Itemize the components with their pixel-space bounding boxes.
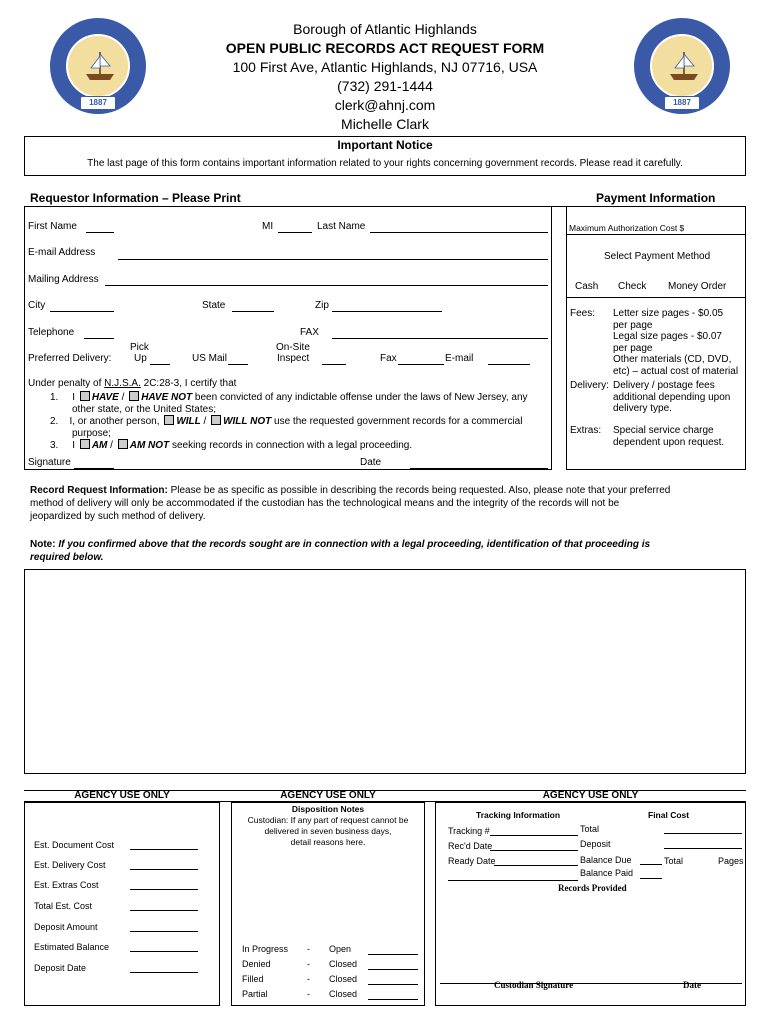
notice-title: Important Notice	[337, 138, 433, 152]
pages-label: Pages	[718, 856, 744, 866]
delivery-line: Delivery / postage fees	[613, 380, 715, 391]
slash: /	[121, 392, 125, 403]
us-mail-field[interactable]	[228, 364, 248, 365]
legal-note	[30, 538, 742, 564]
city-field[interactable]	[50, 311, 114, 312]
certify-item-2	[50, 415, 522, 427]
email-option-label: E-mail	[445, 353, 474, 364]
agency-cost-field[interactable]	[130, 972, 198, 973]
item-i: I	[72, 392, 76, 403]
status-dash: -	[307, 989, 310, 999]
city-label: City	[28, 300, 46, 311]
item-number: 3.	[50, 440, 59, 451]
mi-label: MI	[262, 221, 274, 232]
item-2-pre: I, or another person,	[69, 416, 160, 427]
extras-text	[613, 425, 724, 448]
will-not-label: WILL NOT	[223, 416, 272, 427]
disposition-text: detail reasons here.	[290, 837, 366, 847]
fax-field[interactable]	[332, 338, 548, 339]
agency-cost-field[interactable]	[130, 889, 198, 890]
delivery-line: additional depending upon	[613, 391, 731, 403]
final-cost-field[interactable]	[664, 833, 742, 834]
fee-line: Legal size pages - $0.07	[613, 331, 722, 342]
have-not-label: HAVE NOT	[141, 392, 193, 403]
org-name: Borough of Atlantic Highlands	[293, 21, 477, 37]
date-field[interactable]	[410, 468, 548, 469]
extras-line: Special service charge	[613, 425, 714, 436]
max-auth-field[interactable]	[566, 234, 746, 235]
agency-cost-field[interactable]	[130, 931, 198, 932]
status-field[interactable]	[368, 969, 418, 970]
select-method-label: Select Payment Method	[604, 251, 711, 262]
tracking-info-title: Tracking Information	[476, 810, 561, 820]
inspect-field[interactable]	[322, 364, 346, 365]
agency-cost-label: Est. Document Cost	[34, 840, 115, 850]
status-value: Closed	[329, 989, 358, 999]
max-auth-label: Maximum Authorization Cost $	[569, 223, 685, 233]
telephone-label: Telephone	[28, 327, 75, 338]
agency-left-title: AGENCY USE ONLY	[74, 790, 170, 801]
am-not-label: AM NOT	[129, 440, 170, 451]
penalty-pre: Under penalty of	[28, 378, 105, 389]
certify-item-1	[50, 391, 528, 403]
requestor-title: Requestor Information – Please Print	[30, 191, 241, 205]
custodian-signature-label: Custodian Signature	[494, 980, 574, 990]
delivery-label: Delivery:	[570, 380, 609, 391]
will-label: WILL	[176, 416, 201, 427]
agency-cost-field[interactable]	[130, 951, 198, 952]
first-name-field[interactable]	[86, 232, 114, 233]
last-name-field[interactable]	[370, 232, 548, 233]
disposition-text: delivered in seven business days,	[264, 826, 392, 836]
status-dash: -	[307, 959, 310, 969]
deposit-field[interactable]	[664, 848, 742, 849]
payment-divider	[566, 297, 746, 298]
fee-line: Letter size pages - $0.05	[613, 308, 724, 319]
seal-year: 1887	[664, 96, 700, 110]
agency-cost-label: Est. Delivery Cost	[34, 860, 106, 870]
am-not-checkbox[interactable]	[118, 439, 128, 449]
date-label: Date	[360, 457, 382, 468]
delivery-text	[613, 380, 730, 415]
status-field[interactable]	[368, 984, 418, 985]
telephone-field[interactable]	[84, 338, 114, 339]
recd-date-label: Rec'd Date	[448, 841, 493, 851]
record-request-text: method of delivery will only be accommodated if the custodian has the technological means and the integrity of the records will not be	[30, 498, 620, 509]
penalty-text	[28, 378, 236, 389]
ready-date-label: Ready Date	[448, 856, 496, 866]
tracking-field[interactable]	[490, 835, 578, 836]
disposition-notes	[231, 804, 425, 848]
balance-due-label: Balance Due	[580, 855, 632, 865]
mi-field[interactable]	[278, 232, 312, 233]
us-mail-label: US Mail	[192, 353, 228, 364]
payment-title: Payment Information	[596, 191, 716, 205]
agency-right-title: AGENCY USE ONLY	[542, 790, 639, 801]
agency-cost-label: Deposit Amount	[34, 922, 98, 932]
email-option-field[interactable]	[488, 364, 530, 365]
am-label: AM	[91, 440, 108, 451]
tracking-label: Tracking #	[448, 826, 490, 836]
fees-text	[613, 308, 738, 377]
status-dash: -	[307, 944, 310, 954]
record-request-info	[30, 484, 742, 523]
final-cost-title: Final Cost	[648, 810, 690, 820]
record-request-textarea[interactable]	[24, 569, 746, 774]
status-field[interactable]	[368, 999, 418, 1000]
fee-line: etc) – actual cost of material	[613, 365, 739, 377]
have-checkbox[interactable]	[80, 391, 90, 401]
cash-option[interactable]: Cash	[575, 281, 599, 292]
fee-line: Other materials (CD, DVD,	[613, 354, 732, 365]
am-checkbox[interactable]	[80, 439, 90, 449]
delivery-line: delivery type.	[613, 403, 672, 414]
status-label: In Progress	[242, 944, 289, 954]
clerk-name: Michelle Clark	[341, 116, 429, 132]
disposition-text: Custodian: If any part of request cannot be	[247, 815, 409, 825]
pickup-field[interactable]	[150, 364, 170, 365]
pick-label: Pick	[130, 342, 149, 353]
record-request-text: jeopardized by such method of delivery.	[30, 511, 206, 522]
form-title: OPEN PUBLIC RECORDS ACT REQUEST FORM	[225, 40, 545, 56]
mailing-field[interactable]	[105, 285, 548, 286]
item-1-text-cont: other state, or the United States;	[72, 404, 216, 415]
certify-item-3	[50, 439, 412, 451]
slash: /	[110, 440, 113, 451]
record-request-text: Please be as specific as possible in describing the records being requested. Also, please note that your preferred	[170, 485, 671, 496]
last-name-label: Last Name	[317, 221, 366, 232]
inspect-label: Inspect	[277, 353, 310, 364]
agency-cost-field[interactable]	[130, 910, 198, 911]
org-email: clerk@ahnj.com	[334, 97, 436, 113]
status-value: Closed	[329, 959, 358, 969]
item-2-text-cont: purpose;	[72, 428, 111, 439]
note-text: If you confirmed above that the records sought are in connection with a legal proceeding, identification of that proceeding is	[58, 539, 651, 550]
state-label: State	[202, 300, 226, 311]
item-number: 1.	[50, 392, 59, 403]
org-address: 100 First Ave, Atlantic Highlands, NJ 07716, USA	[232, 59, 538, 75]
seal-year: 1887	[80, 96, 116, 110]
balance-due-field[interactable]	[640, 864, 662, 865]
record-request-label: Record Request Information:	[30, 485, 168, 496]
mailing-label: Mailing Address	[28, 274, 99, 285]
status-value: Open	[329, 944, 352, 954]
balance-paid-field[interactable]	[640, 878, 662, 879]
agency-cost-label: Est. Extras Cost	[34, 880, 99, 890]
deposit-label: Deposit	[580, 839, 611, 849]
custodian-date-label: Date	[683, 980, 701, 990]
will-checkbox[interactable]	[164, 415, 174, 425]
status-label: Partial	[242, 989, 268, 999]
email-label: E-mail Address	[28, 247, 96, 258]
agency-cost-field[interactable]	[130, 849, 198, 850]
ready-date-field[interactable]	[494, 865, 578, 866]
penalty-law: N.J.S.A.	[104, 378, 141, 389]
penalty-post: 2C:28-3, I certify that	[140, 378, 237, 389]
email-field[interactable]	[118, 259, 548, 260]
zip-field[interactable]	[332, 311, 442, 312]
note-text: required below.	[30, 552, 104, 563]
org-phone: (732) 291-1444	[337, 78, 433, 94]
state-field[interactable]	[232, 311, 274, 312]
item-number: 2.	[50, 416, 59, 427]
extras-label: Extras:	[570, 425, 602, 436]
signature-label: Signature	[28, 457, 71, 468]
disposition-title: Disposition Notes	[291, 804, 365, 814]
on-site-label: On-Site	[276, 342, 310, 353]
item-1-text: been convicted of any indictable offense under the laws of New Jersey, any	[194, 392, 528, 403]
total-pages-label: Total	[664, 856, 684, 866]
agency-mid-title: AGENCY USE ONLY	[280, 790, 376, 801]
first-name-label: First Name	[28, 221, 77, 232]
note-label: Note:	[30, 539, 56, 550]
fax-option-label: Fax	[380, 353, 397, 364]
preferred-delivery-label: Preferred Delivery:	[28, 353, 112, 364]
agency-cost-label: Total Est. Cost	[34, 901, 93, 911]
status-dash: -	[307, 974, 310, 984]
have-not-checkbox[interactable]	[129, 391, 139, 401]
status-field[interactable]	[368, 954, 418, 955]
form-header	[0, 20, 770, 134]
fee-line: per page	[613, 342, 653, 354]
total-label: Total	[580, 824, 600, 834]
signature-field[interactable]	[74, 468, 114, 469]
agency-cost-field[interactable]	[130, 869, 198, 870]
slash: /	[203, 416, 207, 427]
will-not-checkbox[interactable]	[211, 415, 221, 425]
agency-cost-label: Estimated Balance	[34, 942, 110, 952]
item-3-text: seeking records in connection with a legal proceeding.	[171, 440, 413, 451]
fax-option-field[interactable]	[398, 364, 444, 365]
notice-text: The last page of this form contains important information related to your rights concerning government records. Please read it carefully.	[87, 158, 683, 169]
up-label: Up	[134, 353, 147, 364]
fees-label: Fees:	[570, 308, 596, 319]
status-value: Closed	[329, 974, 358, 984]
agency-cost-label: Deposit Date	[34, 963, 87, 973]
item-i: I	[72, 440, 76, 451]
check-option[interactable]: Check	[618, 281, 647, 292]
recd-date-field[interactable]	[490, 850, 578, 851]
item-2-text: use the requested government records for a commercial	[274, 416, 523, 427]
status-label: Filled	[242, 974, 264, 984]
money-order-option[interactable]: Money Order	[668, 281, 727, 292]
records-provided-label: Records Provided	[558, 883, 627, 893]
have-label: HAVE	[91, 392, 119, 403]
records-provided-field[interactable]	[448, 880, 578, 881]
fee-line: per page	[613, 319, 653, 331]
extras-line: dependent upon request.	[613, 436, 725, 448]
status-label: Denied	[242, 959, 271, 969]
zip-label: Zip	[315, 300, 329, 311]
fax-label: FAX	[300, 327, 319, 338]
balance-paid-label: Balance Paid	[580, 868, 634, 878]
